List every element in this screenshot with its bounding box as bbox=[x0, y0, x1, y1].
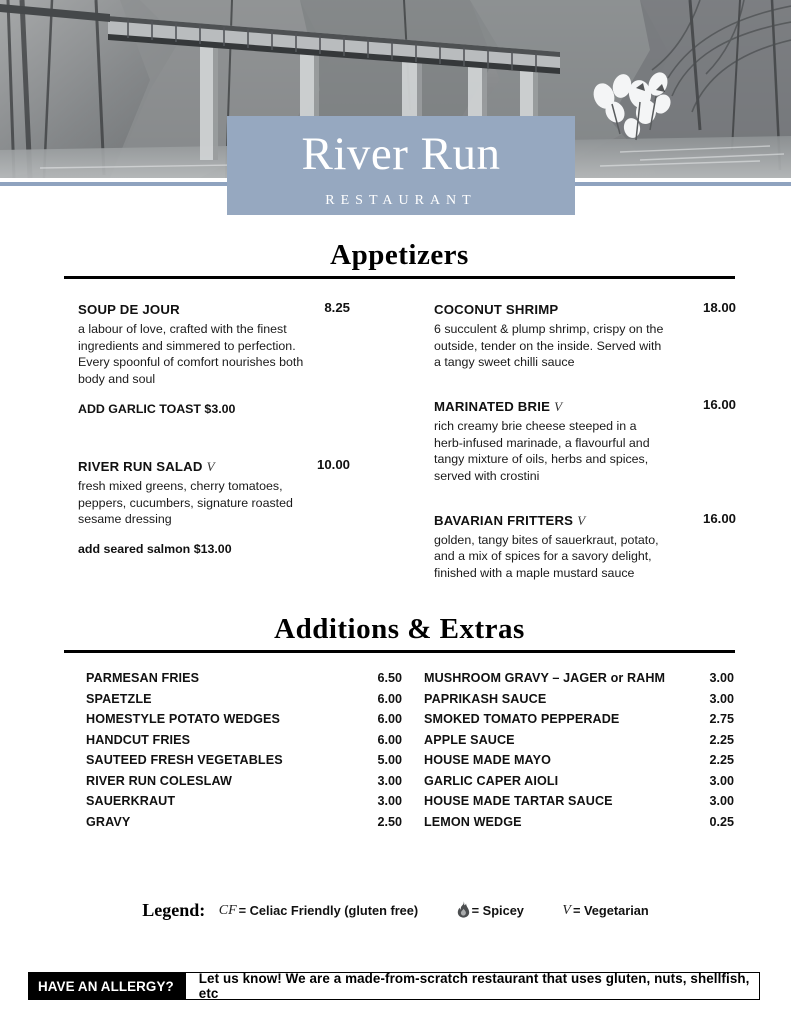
extras-row bbox=[86, 689, 402, 710]
extras-heading bbox=[64, 614, 735, 653]
extras-item-price: 6.50 bbox=[377, 671, 402, 685]
extras-row bbox=[86, 709, 402, 730]
extras-item-price: 2.75 bbox=[709, 712, 734, 726]
extras-item-name: PARMESAN FRIES bbox=[86, 671, 200, 685]
appetizers-left-column bbox=[78, 300, 350, 565]
column-spacer bbox=[434, 493, 736, 511]
extras-row bbox=[424, 730, 734, 751]
extras-item-price: 2.25 bbox=[709, 732, 734, 747]
menu-item-name: MARINATED BRIE bbox=[434, 399, 551, 415]
menu-item-name: RIVER RUN SALAD bbox=[78, 458, 203, 474]
extras-row bbox=[86, 750, 402, 771]
extras-row bbox=[424, 791, 734, 812]
extras-row bbox=[424, 668, 734, 689]
flame-icon bbox=[457, 901, 470, 918]
extras-heading-rule bbox=[64, 650, 735, 653]
extras-item-price: 6.00 bbox=[377, 732, 402, 747]
vegetarian-icon: V bbox=[206, 458, 215, 474]
legend-item-text: = Celiac Friendly (gluten free) bbox=[238, 902, 419, 918]
appetizers-heading-text: Appetizers bbox=[330, 239, 469, 271]
menu-item-header bbox=[434, 300, 736, 319]
extras-row bbox=[86, 730, 402, 751]
menu-item-price: 16.00 bbox=[702, 397, 736, 413]
menu-item-name: COCONUT SHRIMP bbox=[434, 302, 559, 317]
vegetarian-icon: V bbox=[562, 902, 571, 918]
extras-item-price: 3.00 bbox=[709, 691, 734, 706]
appetizers-heading bbox=[64, 240, 735, 279]
appetizers-right-column bbox=[434, 300, 736, 590]
extras-item-name: SAUERKRAUT bbox=[86, 794, 176, 808]
menu-item-header bbox=[78, 457, 350, 476]
extras-item-name: HOUSE MADE TARTAR SAUCE bbox=[424, 794, 613, 808]
legend-item-text: = Spicey bbox=[471, 902, 524, 918]
extras-heading-text: Additions & Extras bbox=[274, 613, 525, 645]
extras-item-name: PAPRIKASH SAUCE bbox=[424, 691, 547, 706]
menu-item-header bbox=[78, 300, 350, 319]
menu-item bbox=[78, 300, 350, 417]
appetizers-heading-rule bbox=[64, 276, 735, 279]
allergy-notice-bar bbox=[28, 972, 760, 1000]
menu-item-name: SOUP DE JOUR bbox=[78, 302, 180, 317]
allergy-tag: HAVE AN ALLERGY? bbox=[28, 972, 186, 1000]
legend bbox=[0, 900, 791, 921]
extras-row bbox=[424, 812, 734, 833]
column-spacer bbox=[78, 425, 350, 457]
extras-item-name: SMOKED TOMATO PEPPERADE bbox=[424, 712, 620, 726]
extras-item-name: RIVER RUN COLESLAW bbox=[86, 773, 232, 788]
menu-item-description: golden, tangy bites of sauerkraut, potato, and a mix of spices for a savory delight, finished with a maple mustard sauce bbox=[434, 532, 659, 581]
extras-item-price: 3.00 bbox=[709, 671, 734, 685]
extras-item-name: HOUSE MADE MAYO bbox=[424, 753, 551, 767]
extras-item-name: MUSHROOM GRAVY – JAGER or RAHM bbox=[424, 671, 666, 685]
extras-item-name: HANDCUT FRIES bbox=[86, 732, 191, 747]
celiac-friendly-icon: CF bbox=[218, 902, 237, 918]
restaurant-title-block bbox=[227, 116, 575, 215]
vegetarian-icon: V bbox=[554, 399, 563, 415]
vegetarian-icon: V bbox=[577, 512, 586, 528]
extras-row bbox=[86, 812, 402, 833]
extras-item-name: LEMON WEDGE bbox=[424, 814, 522, 829]
legend-label: Legend: bbox=[142, 900, 206, 920]
menu-item-description: fresh mixed greens, cherry tomatoes, peppers, cucumbers, signature roasted sesame dressing bbox=[78, 478, 293, 527]
extras-item-name: HOMESTYLE POTATO WEDGES bbox=[86, 712, 281, 726]
menu-item-header bbox=[434, 511, 736, 530]
column-spacer bbox=[434, 379, 736, 397]
allergy-message: Let us know! We are a made-from-scratch restaurant that uses gluten, nuts, shellfish, etc bbox=[186, 972, 760, 1000]
extras-row bbox=[86, 791, 402, 812]
extras-item-price: 2.25 bbox=[709, 753, 734, 767]
extras-item-price: 5.00 bbox=[377, 753, 402, 767]
restaurant-subtitle: RESTAURANT bbox=[325, 193, 477, 208]
menu-item bbox=[78, 457, 350, 557]
menu-item-description: 6 succulent & plump shrimp, crispy on the outside, tender on the inside. Served with a tangy sweet chilli sauce bbox=[434, 322, 664, 370]
extras-item-price: 0.25 bbox=[709, 814, 734, 829]
menu-item-header bbox=[434, 397, 736, 416]
extras-item-price: 3.00 bbox=[709, 773, 734, 788]
extras-item-name: SAUTEED FRESH VEGETABLES bbox=[86, 753, 283, 767]
extras-item-name: SPAETZLE bbox=[86, 691, 152, 706]
extras-row bbox=[424, 689, 734, 710]
menu-item-name: BAVARIAN FRITTERS bbox=[434, 512, 574, 528]
restaurant-name: River Run bbox=[301, 128, 501, 180]
extras-row bbox=[424, 771, 734, 792]
extras-item-price: 3.00 bbox=[709, 794, 734, 808]
menu-item-price: 8.25 bbox=[324, 300, 350, 315]
extras-right-column bbox=[424, 668, 734, 832]
menu-item-price: 18.00 bbox=[702, 300, 736, 315]
menu-item bbox=[434, 511, 736, 582]
legend-item-vegetarian bbox=[562, 902, 648, 920]
legend-item-celiac bbox=[219, 902, 418, 920]
extras-item-price: 3.00 bbox=[377, 773, 402, 788]
extras-row bbox=[424, 750, 734, 771]
menu-item-description: rich creamy brie cheese steeped in a herb-infused marinade, a flavourful and tangy mixture of oils, herbs and spices, served with crostini bbox=[434, 419, 650, 484]
extras-row bbox=[424, 709, 734, 730]
extras-item-name: GARLIC CAPER AIOLI bbox=[424, 773, 559, 788]
menu-item-price: 10.00 bbox=[316, 456, 350, 472]
extras-row bbox=[86, 668, 402, 689]
legend-item-spicey bbox=[457, 902, 524, 920]
extras-row bbox=[86, 771, 402, 792]
menu-item-description: a labour of love, crafted with the finest ingredients and simmered to perfection. Every spoonful of comfort nourishes both body and soul bbox=[78, 322, 304, 387]
menu-item-price: 16.00 bbox=[702, 510, 736, 526]
extras-item-name: GRAVY bbox=[86, 814, 131, 829]
extras-item-price: 2.50 bbox=[377, 814, 402, 829]
menu-item bbox=[434, 397, 736, 485]
extras-item-name: APPLE SAUCE bbox=[424, 732, 515, 747]
menu-item bbox=[434, 300, 736, 371]
legend-item-text: = Vegetarian bbox=[572, 902, 649, 918]
menu-item-addon: add seared salmon $13.00 bbox=[78, 541, 232, 556]
extras-item-price: 6.00 bbox=[377, 712, 402, 726]
extras-item-price: 3.00 bbox=[377, 794, 402, 808]
extras-item-price: 6.00 bbox=[377, 691, 402, 706]
extras-left-column bbox=[86, 668, 402, 832]
menu-item-addon: ADD GARLIC TOAST $3.00 bbox=[78, 401, 236, 416]
